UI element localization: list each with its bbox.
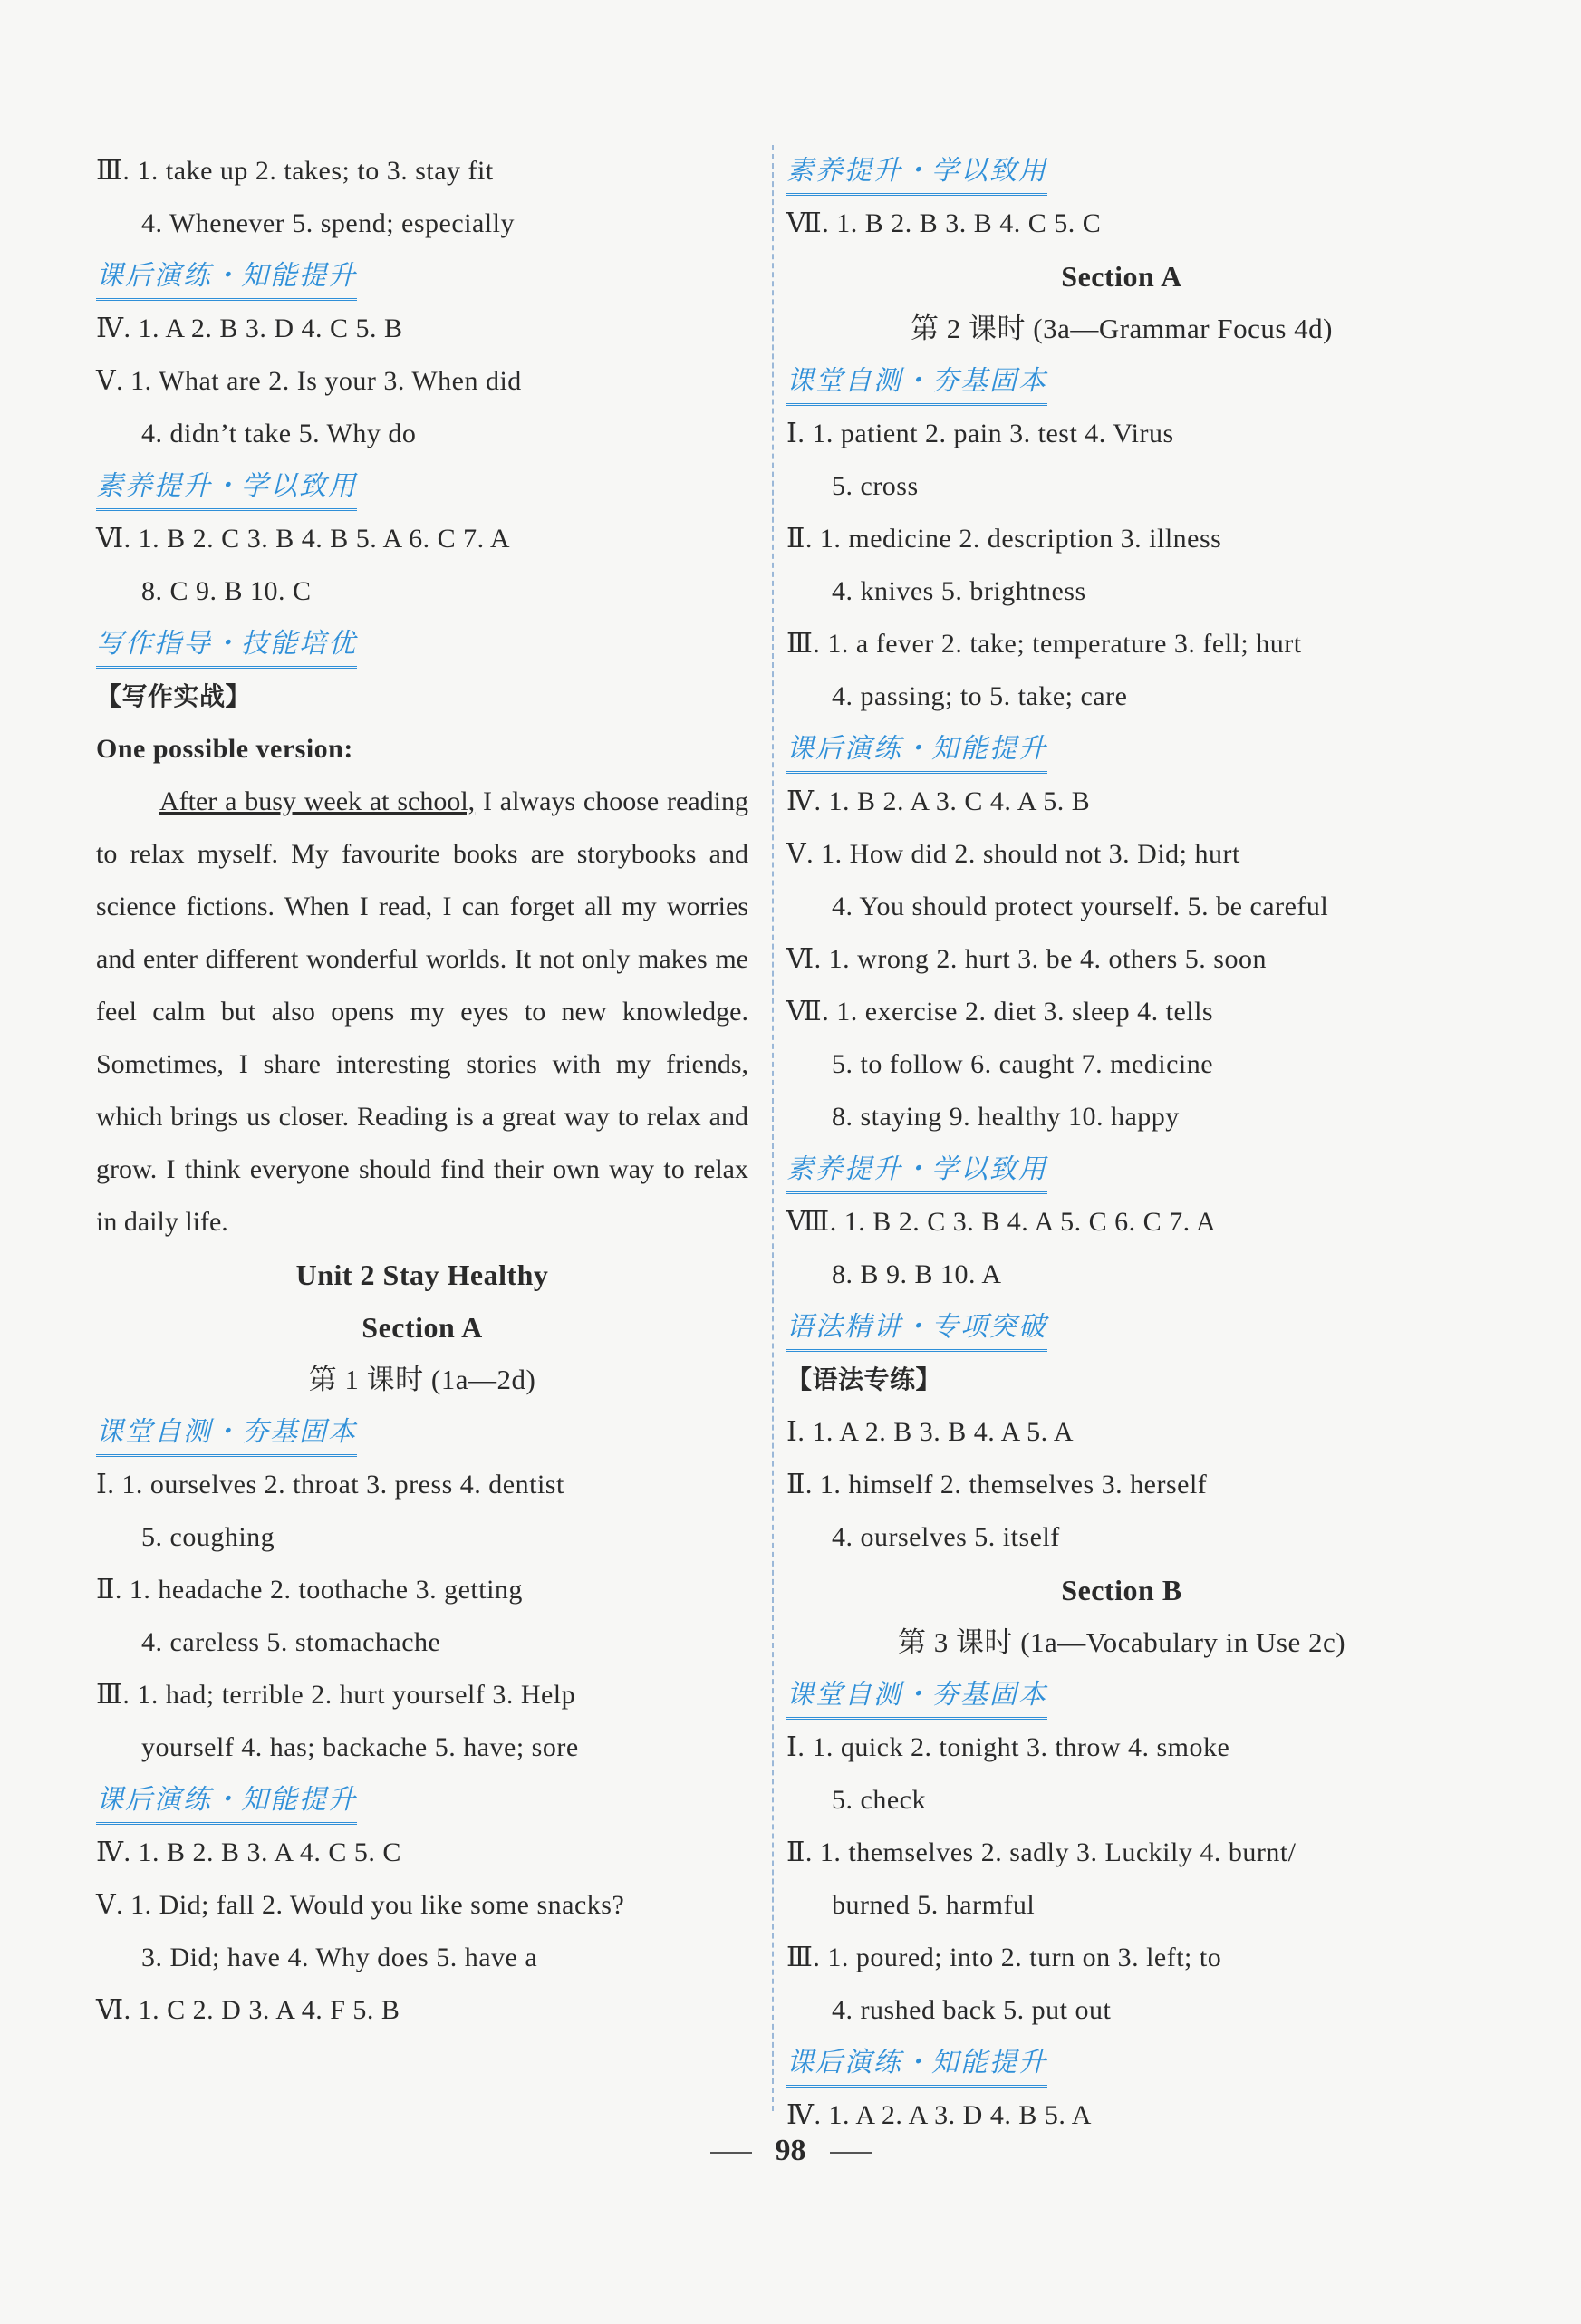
section-title: Section A xyxy=(362,1311,483,1344)
right-column xyxy=(786,145,1457,2142)
section-title: Section A xyxy=(1061,260,1182,293)
answer-line: Ⅱ. 1. themselves 2. sadly 3. Luckily 4. burnt/ xyxy=(786,1837,1297,1867)
answer-line: Ⅳ. 1. B 2. A 3. C 4. A 5. B xyxy=(786,786,1091,816)
answer-line: Ⅳ. 1. A 2. B 3. D 4. C 5. B xyxy=(96,313,403,343)
column-divider xyxy=(772,145,774,2111)
answer-line: Ⅶ. 1. exercise 2. diet 3. sleep 4. tells xyxy=(786,997,1214,1027)
answer-line: Ⅴ. 1. How did 2. should not 3. Did; hurt xyxy=(786,839,1240,869)
answer-line: Ⅰ. 1. quick 2. tonight 3. throw 4. smoke xyxy=(786,1732,1230,1762)
answer-line: Ⅳ. 1. B 2. B 3. A 4. C 5. C xyxy=(96,1837,401,1867)
answer-line: 8. C 9. B 10. C xyxy=(141,576,312,606)
lesson-title: 第 1 课时 (1a—2d) xyxy=(308,1364,536,1395)
answer-line: 4. ourselves 5. itself xyxy=(832,1522,1060,1552)
section-band: 写作指导・技能培优 xyxy=(96,622,357,669)
answer-line: Ⅰ. 1. A 2. B 3. B 4. A 5. A xyxy=(786,1417,1075,1447)
section-title: Section B xyxy=(1061,1574,1182,1606)
version-label: One possible version: xyxy=(96,734,353,764)
answer-line: 3. Did; have 4. Why does 5. have a xyxy=(141,1943,538,1972)
grammar-practice-label: 【语法专练】 xyxy=(786,1365,942,1394)
answer-line: 8. staying 9. healthy 10. happy xyxy=(832,1102,1180,1132)
answer-line: 5. to follow 6. caught 7. medicine xyxy=(832,1049,1214,1079)
section-band: 素养提升・学以致用 xyxy=(96,465,357,511)
answer-line: 4. passing; to 5. take; care xyxy=(832,681,1128,711)
answer-line: Ⅰ. 1. ourselves 2. throat 3. press 4. dentist xyxy=(96,1470,564,1500)
answer-line: Ⅲ. 1. had; terrible 2. hurt yourself 3. Help xyxy=(96,1680,576,1710)
answer-line: Ⅵ. 1. B 2. C 3. B 4. B 5. A 6. C 7. A xyxy=(96,524,511,554)
answer-line: 4. rushed back 5. put out xyxy=(832,1995,1112,2025)
section-band: 课后演练・知能提升 xyxy=(786,2041,1047,2088)
essay-underlined-opening: After a busy week at school, xyxy=(159,786,476,816)
answer-line: 4. careless 5. stomachache xyxy=(141,1627,441,1657)
answer-line: yourself 4. has; backache 5. have; sore xyxy=(141,1732,579,1762)
page-number-dash-right xyxy=(830,2152,872,2154)
lesson-title: 第 2 课时 (3a—Grammar Focus 4d) xyxy=(911,313,1333,344)
left-column xyxy=(96,145,748,2037)
section-band: 语法精讲・专项突破 xyxy=(786,1306,1047,1352)
answer-line: Ⅱ. 1. himself 2. themselves 3. herself xyxy=(786,1470,1208,1500)
answer-line: Ⅴ. 1. Did; fall 2. Would you like some snacks? xyxy=(96,1890,625,1920)
answer-line: 4. Whenever 5. spend; especially xyxy=(141,208,515,238)
page-number-dash-left xyxy=(710,2152,752,2154)
answer-line: Ⅴ. 1. What are 2. Is your 3. When did xyxy=(96,366,522,396)
section-band: 素养提升・学以致用 xyxy=(786,149,1047,196)
answer-line: Ⅲ. 1. take up 2. takes; to 3. stay fit xyxy=(96,156,494,186)
answer-line: Ⅳ. 1. A 2. A 3. D 4. B 5. A xyxy=(786,2100,1092,2130)
section-band: 课堂自测・夯基固本 xyxy=(786,360,1047,406)
answer-line: 5. check xyxy=(832,1785,926,1815)
answer-line: Ⅷ. 1. B 2. C 3. B 4. A 5. C 6. C 7. A xyxy=(786,1207,1217,1237)
answer-line: Ⅶ. 1. B 2. B 3. B 4. C 5. C xyxy=(786,208,1102,238)
answer-line: 4. knives 5. brightness xyxy=(832,576,1086,606)
answer-line: 4. You should protect yourself. 5. be careful xyxy=(832,892,1329,921)
answer-line: Ⅰ. 1. patient 2. pain 3. test 4. Virus xyxy=(786,419,1174,448)
section-band: 课后演练・知能提升 xyxy=(96,1779,357,1825)
page-number xyxy=(0,2134,1581,2168)
writing-practice-label: 【写作实战】 xyxy=(96,681,252,711)
answer-line: 8. B 9. B 10. A xyxy=(832,1259,1002,1289)
section-band: 课堂自测・夯基固本 xyxy=(786,1673,1047,1720)
answer-line: 4. didn’t take 5. Why do xyxy=(141,419,417,448)
answer-line: Ⅱ. 1. headache 2. toothache 3. getting xyxy=(96,1575,523,1605)
essay-body: I always choose reading to relax myself. My favourite books are storybooks and science fictions. When I read, I can forget all my worries and enter different wonderful worlds. It not only makes me feel calm but also opens my eyes to new knowledge. Sometimes, I share interesting stories with my friends, which brings us closer. Reading is a great way to relax and grow. I think everyone should find their own way to relax in daily life. xyxy=(96,786,748,1237)
sample-essay xyxy=(96,776,748,1249)
answer-line: Ⅱ. 1. medicine 2. description 3. illness xyxy=(786,524,1222,554)
answer-line: 5. coughing xyxy=(141,1522,275,1552)
answer-line: Ⅲ. 1. poured; into 2. turn on 3. left; to xyxy=(786,1943,1222,1972)
answer-line: 5. cross xyxy=(832,471,919,501)
answer-line: burned 5. harmful xyxy=(832,1890,1036,1920)
section-band: 课后演练・知能提升 xyxy=(786,728,1047,774)
section-band: 课后演练・知能提升 xyxy=(96,255,357,301)
unit-title: Unit 2 Stay Healthy xyxy=(295,1258,549,1291)
answer-line: Ⅲ. 1. a fever 2. take; temperature 3. fell; hurt xyxy=(786,629,1302,659)
answer-line: Ⅵ. 1. C 2. D 3. A 4. F 5. B xyxy=(96,1995,400,2025)
section-band: 素养提升・学以致用 xyxy=(786,1148,1047,1194)
lesson-title: 第 3 课时 (1a—Vocabulary in Use 2c) xyxy=(897,1626,1346,1658)
page-number-text: 98 xyxy=(775,2134,806,2167)
section-band: 课堂自测・夯基固本 xyxy=(96,1411,357,1457)
answer-line: Ⅵ. 1. wrong 2. hurt 3. be 4. others 5. soon xyxy=(786,944,1267,974)
